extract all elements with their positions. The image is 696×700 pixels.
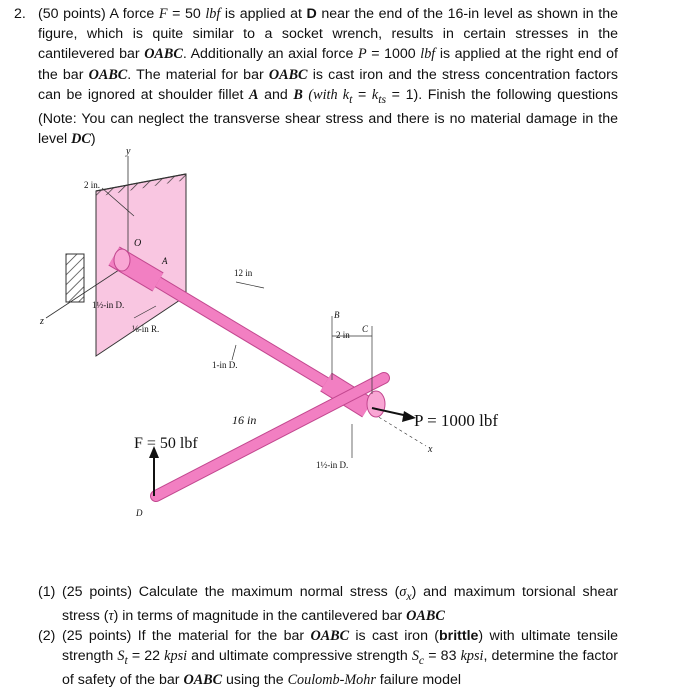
dim-2in-top: 2 in. (84, 180, 101, 190)
dia-1-label: 1-in D. (212, 360, 238, 370)
dia-1-5-bottom-label: 1½-in D. (316, 460, 349, 470)
wrench-figure (36, 146, 556, 526)
dia-1-5-label: 1½-in D. (92, 300, 125, 310)
y-axis-label: y (126, 146, 131, 157)
x-axis-label: x (428, 444, 433, 455)
force-f-label: F = 50 lbf (134, 435, 198, 452)
problem-number: 2. (14, 6, 26, 22)
z-axis-label: z (40, 316, 44, 327)
question-1: (1) (25 points) Calculate the maximum normal stress $(\sigma_x)$ and maximum torsional shear stress (τ) in terms of magnitude in the cantilevered bar OABC (38, 584, 618, 625)
dim-2in-mid: 2 in (336, 330, 350, 340)
fillet-radius-label: ⅛-in R. (132, 324, 160, 334)
force-p-label: P = 1000 lbf (414, 411, 499, 430)
dim-16in: 16 in (232, 413, 257, 427)
question-2: (2) (25 points) If the material for the bar OABC is cast iron (brittle) with ultimate tensile strength $S_t = 22$ kpsi and ultimate compressive strength $S_c = 83$ kpsi, determine the factor of safety of the bar OABC using the Coulomb-Mohr failure model (38, 628, 619, 689)
problem-text: (50 points) A force F = 50 lbf is applied at D near the end of the 16-in level as shown in the figure, which is quite similar to a socket wrench, results in certain stresses in the cantilevered bar OABC. Additionally an axial force P = 1000 lbf is applied at the right end of the bar OABC. The material for bar OABC is cast iron and the stress concentration factors can be ignored at shoulder fillet A and B (with $k_t = k_{ts} = 1$). Finish the following questions (Note: You can neglect the transverse shear stress and there is no material damage in the level DC) (38, 6, 619, 148)
problem-statement (14, 4, 618, 149)
point-d-label: D (136, 508, 143, 518)
point-c-label: C (362, 324, 369, 334)
questions (38, 582, 618, 691)
dim-12in: 12 in (234, 268, 253, 278)
point-a-label: A (162, 256, 168, 266)
point-o-label: O (134, 238, 142, 249)
point-b-label: B (334, 310, 340, 320)
